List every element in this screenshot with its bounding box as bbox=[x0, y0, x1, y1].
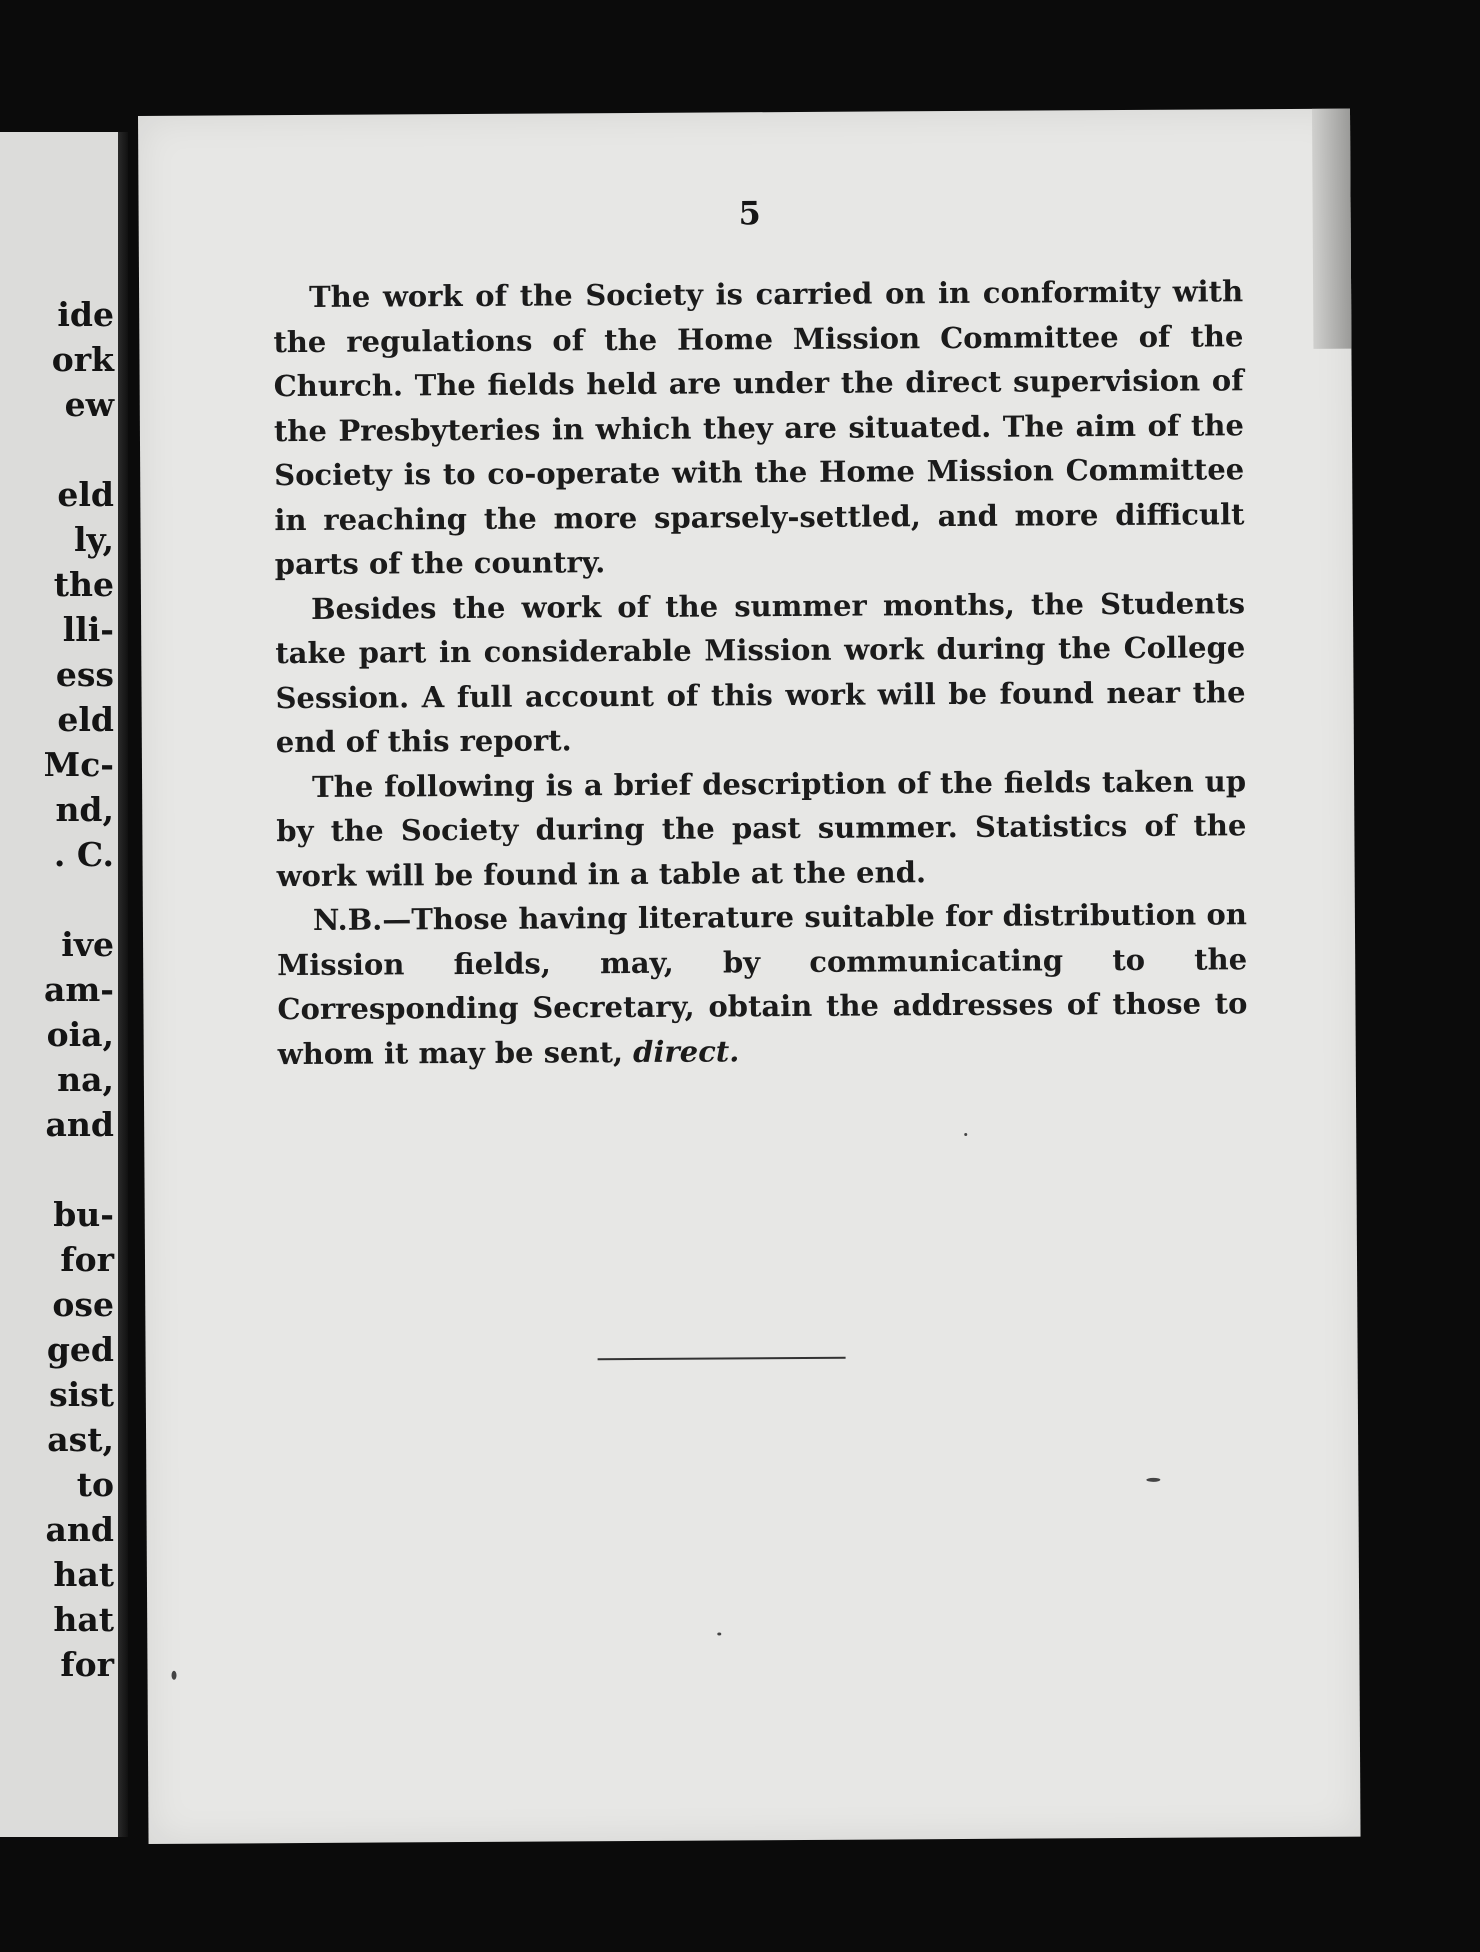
fragment-line bbox=[44, 877, 114, 922]
fragment-line: ose bbox=[52, 1285, 114, 1324]
scan-speck bbox=[717, 1632, 721, 1635]
fragment-line: nd, bbox=[55, 790, 114, 829]
fragment-line: hat bbox=[53, 1555, 114, 1594]
page-corner-fold bbox=[1312, 109, 1351, 349]
fragment-line: bu- bbox=[53, 1195, 114, 1234]
book-gutter bbox=[118, 132, 128, 1837]
fragment-line: oia, bbox=[46, 1015, 114, 1054]
nb-note bbox=[277, 892, 1248, 1076]
nb-note-emphasis: direct. bbox=[633, 1033, 740, 1069]
fragment-line bbox=[44, 427, 114, 472]
fragment-line: ork bbox=[51, 340, 114, 379]
left-page-text-fragments bbox=[44, 292, 114, 1687]
fragment-line bbox=[44, 1147, 114, 1192]
page-number: 5 bbox=[738, 194, 761, 233]
fragment-line: ess bbox=[55, 655, 114, 694]
fragment-line: am- bbox=[44, 970, 114, 1009]
fragment-line: to bbox=[76, 1465, 114, 1504]
paragraph: The work of the Society is carried on in conformity with the regulations of the Home Mission Committee of the Church. The fields held are under the direct supervision of the Presbyteries in which they are situated. The aim of the Society is to co-operate with the Home Mission Committee in reaching the more sparsely-settled, and more difficult parts of the country. bbox=[273, 274, 1245, 582]
fragment-line: ide bbox=[57, 295, 114, 334]
fragment-line: lli- bbox=[62, 610, 114, 649]
fragment-line: the bbox=[53, 565, 114, 604]
page-body bbox=[273, 269, 1248, 1076]
fragment-line: and bbox=[45, 1510, 114, 1549]
paragraph: The following is a brief description of the fields taken up by the Society during the past summer. Statistics of the work will be found in a table at the end. bbox=[276, 763, 1247, 893]
fragment-line: ive bbox=[61, 925, 114, 964]
scan-speck bbox=[964, 1133, 967, 1136]
paragraph: Besides the work of the summer months, the Students take part in considerable Mission work during the College Session. A full account of this work will be found near the end of this report. bbox=[275, 585, 1246, 760]
main-page bbox=[138, 109, 1361, 1844]
section-rule bbox=[598, 1357, 846, 1361]
fragment-line: hat bbox=[53, 1600, 114, 1639]
fragment-line: na, bbox=[57, 1060, 114, 1099]
scan-speck bbox=[1146, 1478, 1160, 1482]
fragment-line: sist bbox=[49, 1375, 114, 1414]
left-facing-page bbox=[0, 132, 128, 1837]
fragment-line: . C. bbox=[53, 835, 114, 874]
fragment-line: ast, bbox=[47, 1420, 114, 1459]
fragment-line: eld bbox=[57, 475, 114, 514]
fragment-line: ly, bbox=[73, 520, 114, 559]
fragment-line: for bbox=[60, 1240, 114, 1279]
fragment-line: ged bbox=[46, 1330, 114, 1369]
nb-note-text: N.B.—Those having literature suitable for distribution on Mission fields, may, by communicating to the Corresponding Secretary, obtain the addresses of those to whom it may be sent, bbox=[277, 897, 1248, 1071]
fragment-line: ew bbox=[64, 385, 114, 424]
fragment-line: Mc- bbox=[43, 745, 114, 784]
fragment-line: eld bbox=[57, 700, 114, 739]
fragment-line: and bbox=[45, 1105, 114, 1144]
fragment-line: for bbox=[60, 1645, 114, 1684]
scan-speck bbox=[171, 1671, 176, 1680]
